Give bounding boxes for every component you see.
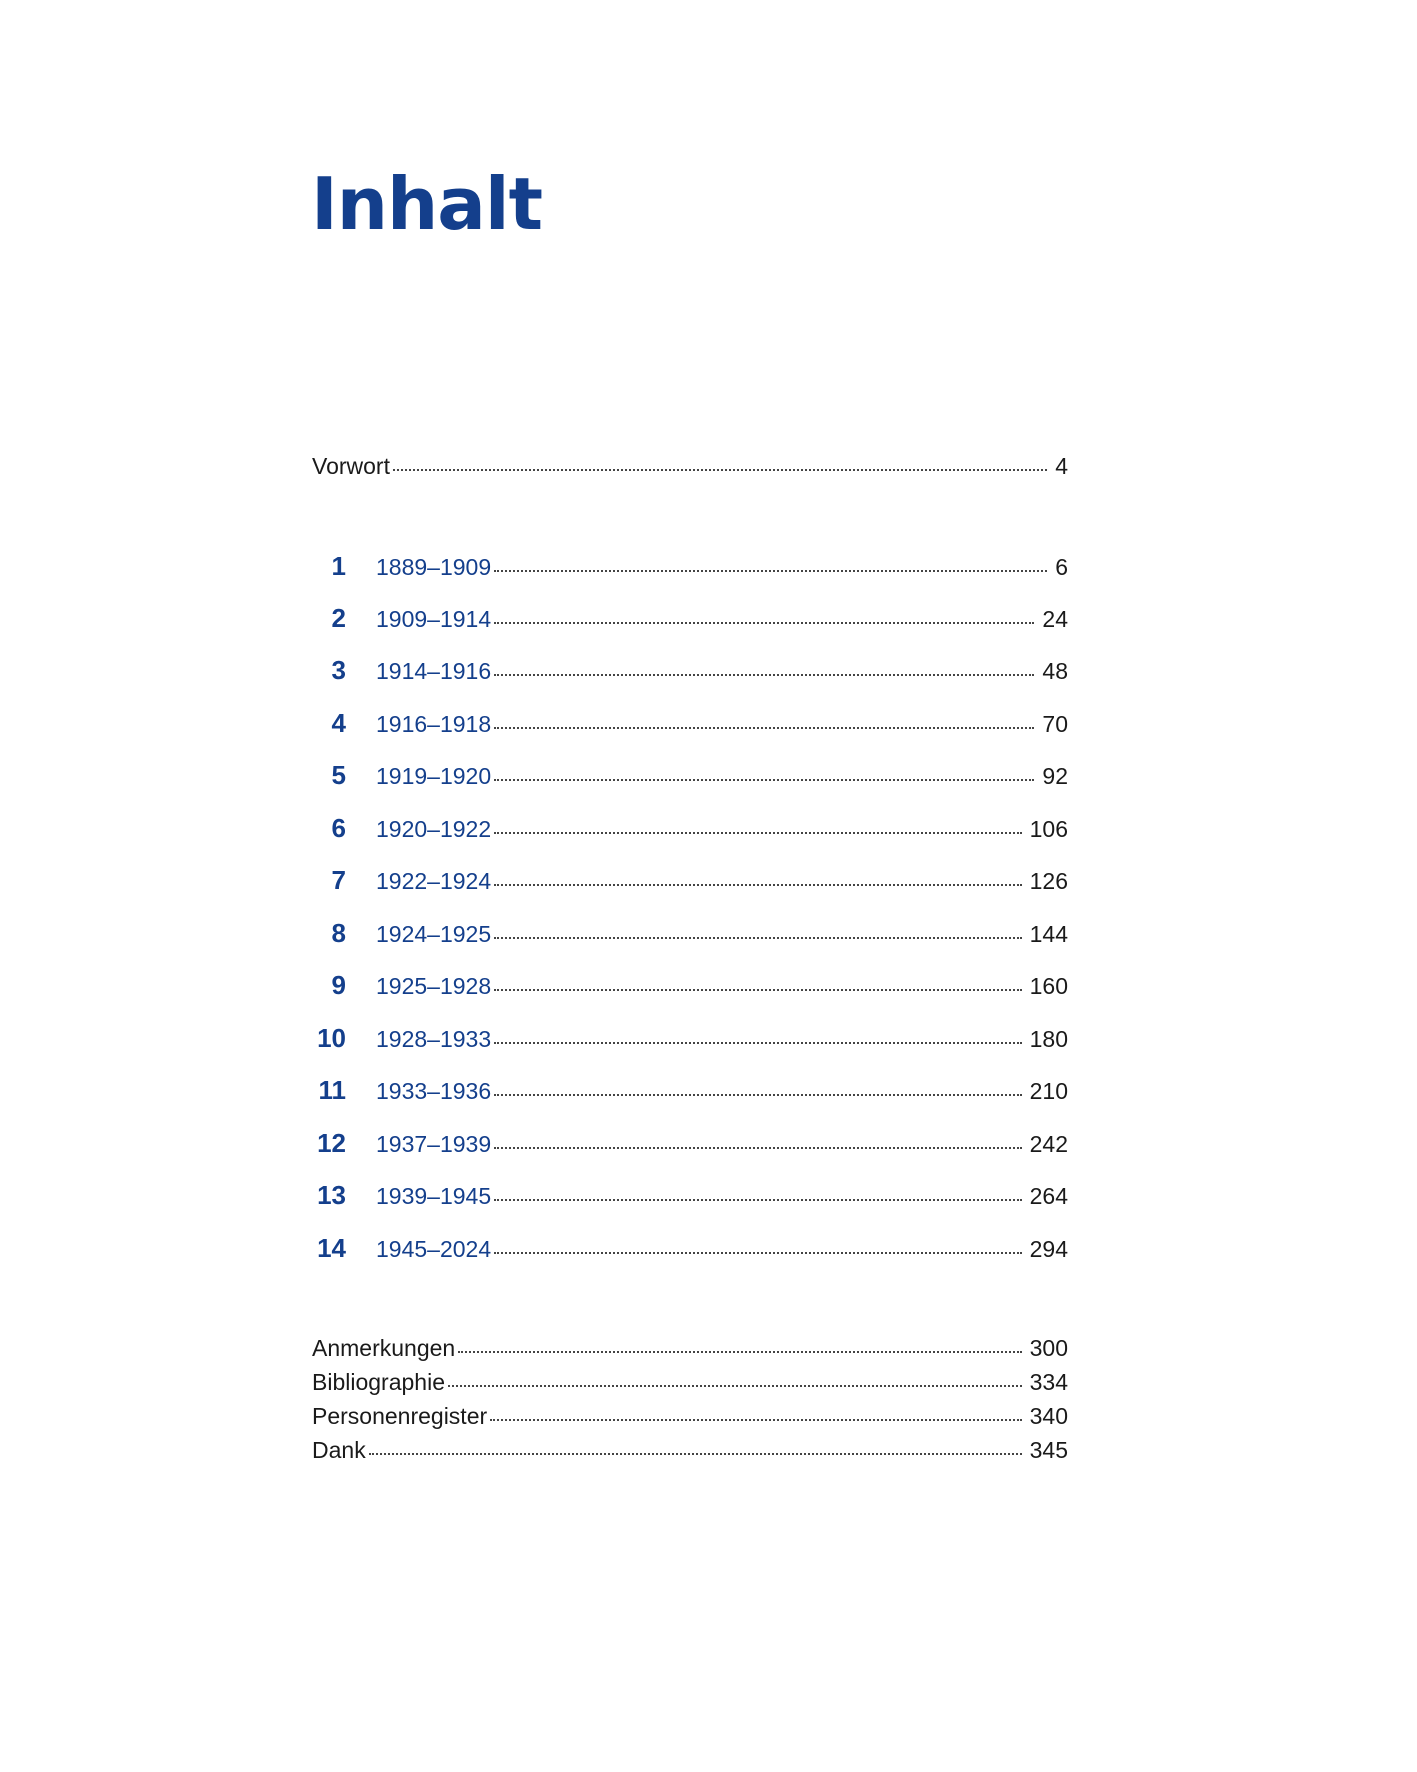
chapter-label: 1889–1909: [376, 554, 492, 580]
toc-page-number: 264: [1029, 1183, 1068, 1209]
dot-leader: [494, 779, 1034, 781]
chapter-label: 1945–2024: [376, 1236, 492, 1262]
dot-leader: [494, 1094, 1022, 1096]
dot-leader: [494, 1042, 1022, 1044]
toc-chapter-entry[interactable]: [312, 1128, 1068, 1159]
toc-chapter-entry[interactable]: [312, 970, 1068, 1001]
toc-entry-label: Dank: [312, 1437, 366, 1463]
toc-page-number: 180: [1029, 1026, 1068, 1052]
chapter-number: 5: [331, 760, 346, 790]
chapter-number: 10: [317, 1023, 346, 1053]
toc-chapter-entry[interactable]: [312, 603, 1068, 634]
chapter-number: 1: [331, 551, 346, 581]
dot-leader: [494, 832, 1022, 834]
toc-page-number: 144: [1029, 921, 1068, 947]
toc-entry-label: Vorwort: [312, 453, 390, 479]
chapter-label: 1916–1918: [376, 711, 492, 737]
toc-entry-personenregister[interactable]: [312, 1401, 1068, 1431]
toc-page-number: 160: [1029, 973, 1068, 999]
dot-leader: [494, 622, 1034, 624]
toc-entry-label: Bibliographie: [312, 1369, 445, 1395]
dot-leader: [458, 1351, 1021, 1353]
toc-chapter-entry[interactable]: [312, 551, 1068, 582]
dot-leader: [494, 937, 1022, 939]
dot-leader: [448, 1385, 1022, 1387]
toc-page-number: 294: [1029, 1236, 1068, 1262]
toc-entry-bibliographie[interactable]: [312, 1367, 1068, 1397]
chapter-number: 4: [331, 708, 346, 738]
toc-chapter-entry[interactable]: [312, 1233, 1068, 1264]
toc-page-number: 345: [1029, 1437, 1068, 1463]
chapter-number: 2: [331, 603, 346, 633]
dot-leader: [494, 1199, 1022, 1201]
chapter-number: 8: [331, 918, 346, 948]
dot-leader: [494, 727, 1034, 729]
chapter-label: 1924–1925: [376, 921, 492, 947]
toc-entry-vorwort[interactable]: [312, 451, 1068, 481]
chapter-label: 1919–1920: [376, 763, 492, 789]
chapter-label: 1937–1939: [376, 1131, 492, 1157]
toc-chapter-entry[interactable]: [312, 708, 1068, 739]
toc-chapter-entry[interactable]: [312, 865, 1068, 896]
toc-page-number: 106: [1029, 816, 1068, 842]
chapter-label: 1939–1945: [376, 1183, 492, 1209]
chapter-label: 1914–1916: [376, 658, 492, 684]
chapter-label: 1920–1922: [376, 816, 492, 842]
dot-leader: [494, 989, 1022, 991]
toc-page-number: 24: [1042, 606, 1068, 632]
toc-chapter-entry[interactable]: [312, 1023, 1068, 1054]
chapter-number: 9: [331, 970, 346, 1000]
toc-chapter-entry[interactable]: [312, 760, 1068, 791]
toc-page-number: 242: [1029, 1131, 1068, 1157]
toc-page-number: 6: [1055, 554, 1068, 580]
chapter-label: 1925–1928: [376, 973, 492, 999]
dot-leader: [369, 1453, 1022, 1455]
toc-chapter-entry[interactable]: [312, 918, 1068, 949]
toc-page-number: 210: [1029, 1078, 1068, 1104]
toc-page-number: 4: [1055, 453, 1068, 479]
dot-leader: [494, 570, 1047, 572]
toc-chapter-entry[interactable]: [312, 655, 1068, 686]
chapter-label: 1922–1924: [376, 868, 492, 894]
dot-leader: [494, 674, 1034, 676]
chapter-number: 6: [331, 813, 346, 843]
toc-page-number: 48: [1042, 658, 1068, 684]
toc-page-number: 340: [1029, 1403, 1068, 1429]
chapter-label: 1909–1914: [376, 606, 492, 632]
toc-entry-label: Personenregister: [312, 1403, 488, 1429]
chapter-label: 1933–1936: [376, 1078, 492, 1104]
toc-page-number: 126: [1029, 868, 1068, 894]
chapter-number: 12: [317, 1128, 346, 1158]
toc-entry-anmerkungen[interactable]: [312, 1333, 1068, 1363]
dot-leader: [494, 884, 1022, 886]
toc-entry-dank[interactable]: [312, 1435, 1068, 1465]
toc-chapter-entry[interactable]: [312, 1180, 1068, 1211]
toc-page-number: 92: [1042, 763, 1068, 789]
page-title: Inhalt: [311, 162, 542, 246]
toc-chapter-entry[interactable]: [312, 1075, 1068, 1106]
toc-page-number: 70: [1042, 711, 1068, 737]
dot-leader: [494, 1147, 1022, 1149]
dot-leader: [393, 469, 1047, 471]
chapter-number: 3: [331, 655, 346, 685]
toc-page-number: 334: [1029, 1369, 1068, 1395]
toc-entry-label: Anmerkungen: [312, 1335, 456, 1361]
chapter-number: 13: [317, 1180, 346, 1210]
dot-leader: [490, 1419, 1021, 1421]
dot-leader: [494, 1252, 1022, 1254]
chapter-number: 11: [318, 1075, 346, 1105]
toc-chapter-entry[interactable]: [312, 813, 1068, 844]
toc-page-number: 300: [1029, 1335, 1068, 1361]
chapter-label: 1928–1933: [376, 1026, 492, 1052]
chapter-number: 14: [317, 1233, 346, 1263]
chapter-number: 7: [331, 865, 346, 895]
